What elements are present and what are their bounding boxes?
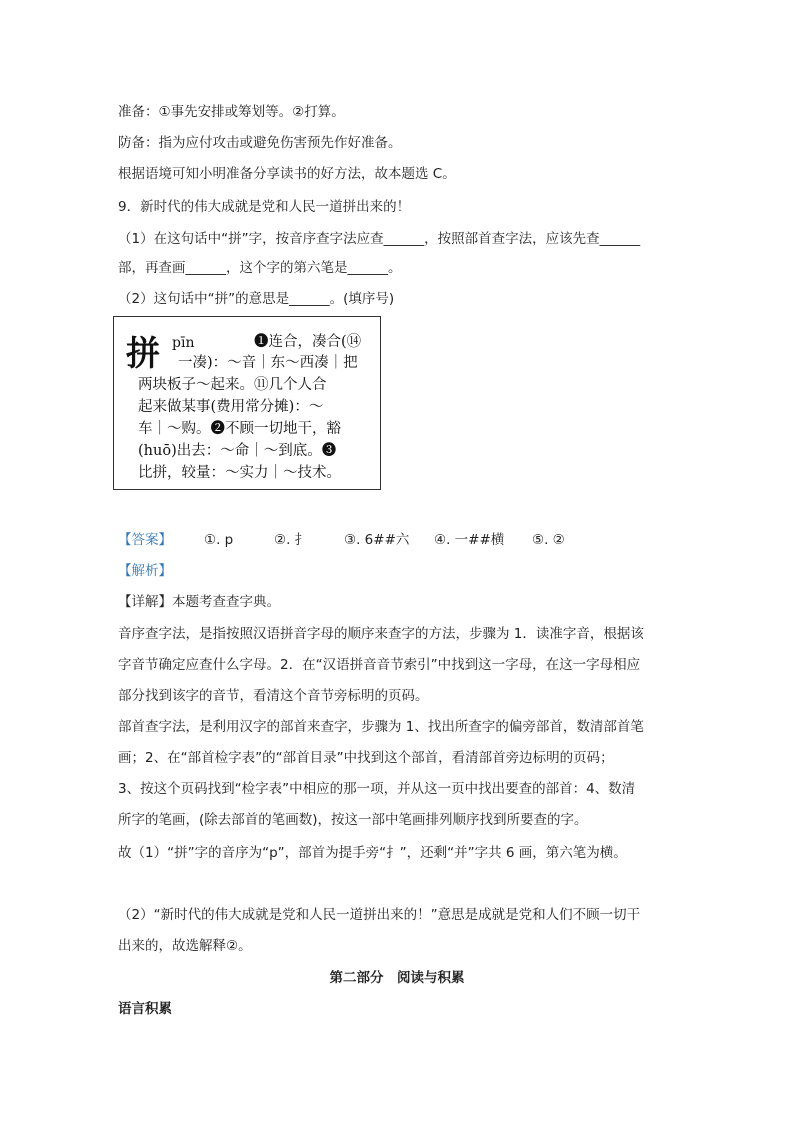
explanation-line: 音序查字法，是指按照汉语拼音字母的顺序来查字的方法，步骤为 1．读准字音，根据该 [118,626,644,642]
dictionary-line: ❶连合，凑合(⑭ [254,334,362,350]
dictionary-line: 一凑)：～音｜东～西凑｜把 [178,355,358,371]
dictionary-line: 比拼，较量：～实力｜～技术。 [138,465,341,481]
explanation-line: 字音节确定应查什么字母。2．在“汉语拼音音节索引”中找到这一字母，在这一字母相应 [118,657,641,673]
answer-row [118,530,678,550]
explanation-line: 所字的笔画，(除去部首的笔画数)，按这一部中笔画排列顺序找到所要查的字。 [118,812,588,828]
explanation-line: 故（1）“拼”字的音序为“p”，部首为提手旁“扌”，还剩“并”字共 6 画，第六笔为横。 [118,845,627,861]
answer-label: 【答案】 [118,532,172,548]
explanation-line: 画；2、在“部首检字表”的“部首目录”中找到这个部首，看清部首旁边标明的页码； [118,750,614,766]
answer-item: ②. 扌 [274,532,309,548]
detail-text: 本题考查查字典。 [172,594,280,610]
dictionary-entry-box [113,316,381,490]
answer-item: ⑤. ② [532,532,565,548]
text-line: 根据语境可知小明准备分享读书的好方法，故本题选 C。 [118,166,456,182]
detail-label: 【详解】 [118,594,172,610]
dictionary-line: (huō)出去：～命｜～到底。❸ [138,443,337,459]
answer-item: ④. 一##横 [434,532,505,548]
explanation-line: 部分找到该字的音节，看清这个音节旁标明的页码。 [118,688,429,704]
dictionary-line: 两块板子～起来。⑪几个人合 [138,377,327,393]
dictionary-headword: 拼 [126,334,160,374]
dictionary-line: 车｜～购。❷不顾一切地干，豁 [138,421,341,437]
question-part-2: （2）这句话中“拼”的意思是______。(填序号) [118,291,395,307]
dictionary-pinyin: pīn [172,335,195,351]
answer-item: ①. p [204,532,234,548]
explanation-line: 3、按这个页码找到“检字表”中相应的那一项，并从这一页中找出要查的部首：4、数清 [118,781,636,797]
question-part-1: （1）在这句话中“拼”字，按音序查字法应查______，按照部首查字法，应该先查______ [118,231,641,247]
text-line: 准备：①事先安排或筹划等。②打算。 [118,104,345,120]
question-part-1-cont: 部，再查画______，这个字的第六笔是______。 [118,260,402,276]
explanation-line: 出来的，故选解释②。 [118,938,252,954]
question-9-title: 9．新时代的伟大成就是党和人民一道拼出来的！ [118,199,411,215]
analysis-label: 【解析】 [118,563,172,579]
text-line: 防备：指为应付攻击或避免伤害预先作好准备。 [118,135,402,151]
section-title: 第二部分 阅读与积累 [329,970,465,986]
detail-line [118,592,280,612]
subsection-title: 语言积累 [118,1001,172,1017]
answer-item: ③. 6##六 [344,532,410,548]
explanation-line: 部首查字法，是利用汉字的部首来查字，步骤为 1、找出所查字的偏旁部首，数清部首笔 [118,719,644,735]
explanation-line: （2）“新时代的伟大成就是党和人民一道拼出来的！”意思是成就是党和人们不顾一切干 [118,907,641,923]
dictionary-line: 起来做某事(费用常分摊)：～ [138,399,324,415]
